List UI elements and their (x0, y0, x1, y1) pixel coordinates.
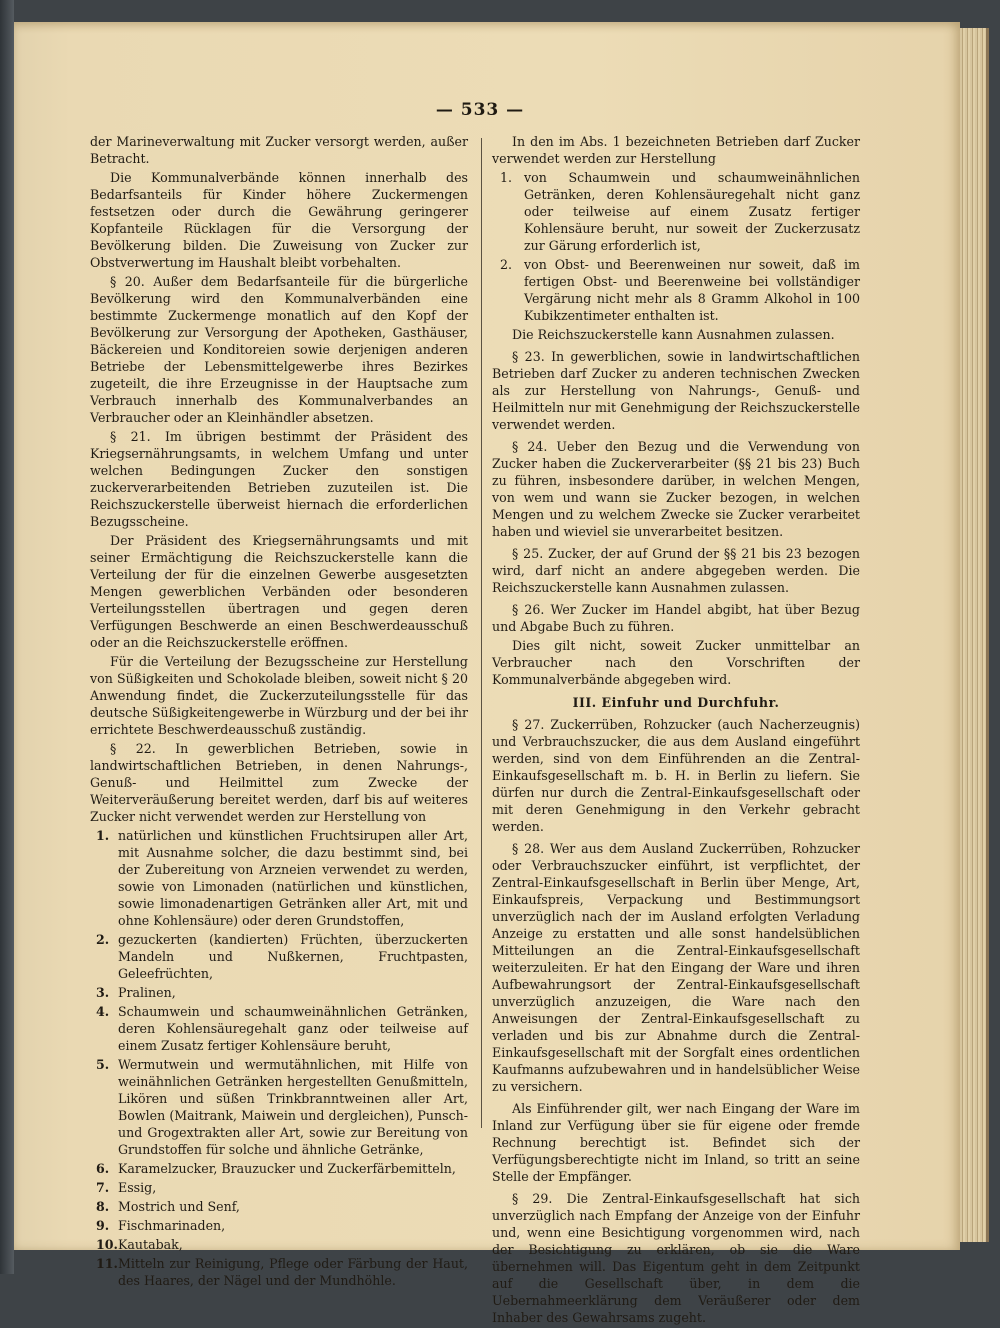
left-column (90, 133, 468, 1291)
list-text: Schaumwein und schaumweinähnlichen Getränken, deren Kohlensäuregehalt ganz oder teilweise auf einem Zusatz fertiger Kohlensäure beruht, (118, 1004, 468, 1053)
list-number: 2. (500, 257, 513, 272)
list-item (96, 1236, 468, 1253)
list-text: Essig, (118, 1180, 157, 1195)
paragraph-section-20: § 20. Außer dem Bedarfsanteile für die bürgerliche Bevölkerung wird den Kommunalverbänden eine bestimmte Zuckermenge monatlich auf den Kopf der Bevölkerung zur Versorgung der Apotheken, Gasthäuser, Bäckereien und Konditoreien sowie derjenigen anderen Betriebe der Lebensmittelgewerbe ihres Bezirkes zugeteilt, die ihre Erzeugnisse in der Hauptsache zum Verbrauch innerhalb des Kommunalverbandes an Verbraucher oder an Kleinhändler absetzen. (90, 274, 468, 425)
paragraph-section-27: § 27. Zuckerrüben, Rohzucker (auch Nacherzeugnis) und Verbrauchszucker, die aus dem Ausland eingeführt werden, sind von dem Einführenden an die Zentral-Einkaufsgesellschaft m. b. H. in Berlin zu liefern. Sie dürfen nur durch die Zentral-Einkaufsgesellschaft oder mit deren Genehmigung in den Verkehr gebracht werden. (492, 717, 860, 834)
paragraph-section-21: § 21. Im übrigen bestimmt der Präsident des Kriegsernährungsamts, in welchem Umfang und unter welchen Bedingungen Zucker den sonstigen zuckerverarbeitenden Betrieben zuzuteilen ist. Die Reichszuckerstelle überweist hiernach die erforderlichen Bezugsscheine. (90, 429, 468, 529)
page-number: — 533 — (435, 100, 525, 120)
book-binding (0, 0, 14, 1274)
paragraph: Die Reichszuckerstelle kann Ausnahmen zulassen. (512, 327, 835, 342)
paragraph-section-25: § 25. Zucker, der auf Grund der §§ 21 bis 23 bezogen wird, darf nicht an andere abgegeben werden. Die Reichszuckerstelle kann Ausnahmen zulassen. (492, 546, 860, 595)
list-item (96, 1217, 468, 1234)
list-item (96, 1179, 468, 1196)
list-item (96, 1056, 468, 1158)
section-heading: III. Einfuhr und Durchfuhr. (572, 695, 780, 710)
list-text: Fischmarinaden, (118, 1218, 226, 1233)
list-number: 1. (96, 828, 110, 843)
paragraph-section-26: § 26. Wer Zucker im Handel abgibt, hat über Bezug und Abgabe Buch zu führen. (492, 602, 860, 634)
paragraph: In den im Abs. 1 bezeichneten Betrieben darf Zucker verwendet werden zur Herstellung (492, 134, 860, 166)
list-item (96, 931, 468, 982)
list-text: Wermutwein und wermutähnlichen, mit Hilfe von weinähnlichen Getränken hergestellten Genußmitteln, Likören und süßen Trinkbranntweinen aller Art, Bowlen (Maitrank, Maiwein und dergleichen), Punsch- und Grogextrakten aller Art, sowie zur Bereitung von Grundstoffen für solche und ähnliche Getränke, (118, 1057, 468, 1157)
list-number: 10. (96, 1237, 118, 1252)
list-text: Pralinen, (118, 985, 176, 1000)
list-item (500, 169, 860, 254)
list-number: 7. (96, 1180, 110, 1195)
list-item (96, 1198, 468, 1215)
list-text: von Schaumwein und schaumweinähnlichen Getränken, deren Kohlensäuregehalt nicht ganz oder teilweise auf einem Zusatz fertiger Kohlensäure beruht, nur soweit der Zuckerzusatz zur Gärung erforderlich ist, (524, 170, 860, 253)
paragraph: Der Präsident des Kriegsernährungsamts und mit seiner Ermächtigung die Reichszuckerstelle kann die Verteilung der für die einzelnen Gewerbe ausgesetzten Mengen gewerblichen Verbänden oder besonderen Verteilungsstellen übertragen und gegen deren Verfügungen Beschwerde an einen Beschwerdeausschuß oder an die Reichszuckerstelle eröffnen. (90, 533, 468, 650)
list-text: gezuckerten (kandierten) Früchten, überzuckerten Mandeln und Nußkernen, Fruchtpasten, Geleefrüchten, (118, 932, 468, 981)
list-item (96, 827, 468, 929)
list-item (96, 1003, 468, 1054)
list-text: Mostrich und Senf, (118, 1199, 240, 1214)
list-text: Mitteln zur Reinigung, Pflege oder Färbung der Haut, des Haares, der Nägel und der Mundhöhle. (118, 1256, 468, 1288)
page-edges (960, 28, 989, 1242)
paragraph-section-28: § 28. Wer aus dem Ausland Zuckerrüben, Rohzucker oder Verbrauchszucker einführt, ist verpflichtet, der Zentral-Einkaufsgesellschaft in Berlin über Menge, Art, Einkaufspreis, Verpackung und Bestimmungsort unverzüglich nach der im Ausland erfolgten Verladung Anzeige zu erstatten und alle sonst handelsüblichen Mitteilungen an die Zentral-Einkaufsgesellschaft weiterzuleiten. Er hat den Eingang der Ware und ihren Aufbewahrungsort der Zentral-Einkaufsgesellschaft unverzüglich anzuzeigen, die Ware nach den Anweisungen der Zentral-Einkaufsgesellschaft zu verladen und bis zur Abnahme durch die Zentral-Einkaufsgesellschaft mit der Sorgfalt eines ordentlichen Kaufmanns aufzubewahren und in handelsüblicher Weise zu versichern. (492, 841, 860, 1094)
list-number: 5. (96, 1057, 110, 1072)
list-number: 2. (96, 932, 110, 947)
paragraph: Die Kommunalverbände können innerhalb des Bedarfsanteils für Kinder höhere Zuckermengen festsetzen oder durch die Gewährung geringerer Kopfanteile Rücklagen für die Versorgung der Bevölkerung bilden. Die Zuweisung von Zucker zur Obstverwertung im Haushalt bleibt vorbehalten. (90, 170, 468, 270)
list-number: 11. (96, 1256, 118, 1271)
paragraph: Dies gilt nicht, soweit Zucker unmittelbar an Verbraucher nach den Vorschriften der Kommunalverbände abgegeben wird. (492, 638, 860, 687)
list-number: 6. (96, 1161, 110, 1176)
list-number: 8. (96, 1199, 110, 1214)
paragraph-section-29: § 29. Die Zentral-Einkaufsgesellschaft hat sich unverzüglich nach Empfang der Anzeige von der Einfuhr und, wenn eine Besichtigung vorgenommen wird, nach der Besichtigung zu erklären, ob sie die Ware übernehmen will. Das Eigentum geht in dem Zeitpunkt auf die Gesellschaft über, in dem die Uebernahmeerklärung dem Veräußerer oder dem Inhaber des Gewahrsams zugeht. (492, 1191, 860, 1325)
list-item (96, 984, 468, 1001)
paragraph-section-24: § 24. Ueber den Bezug und die Verwendung von Zucker haben die Zuckerverarbeiter (§§ 21 bis 23) Buch zu führen, insbesondere darüber, in welchen Mengen, von wem und wann sie Zucker bezogen, in welchen Mengen und zu welchem Zwecke sie Zucker verarbeitet haben und wieviel sie unverarbeitet besitzen. (492, 439, 860, 539)
list-text: Kautabak, (118, 1237, 183, 1252)
list-text: natürlichen und künstlichen Fruchtsirupen aller Art, mit Ausnahme solcher, die dazu bestimmt sind, bei der Zubereitung von Arzneien verwendet zu werden, sowie von Limonaden (natürlichen und künstlichen, sowie limonadenartigen Getränken aller Art, mit und ohne Kohlensäure) oder deren Grundstoffen, (118, 828, 468, 928)
list-item (96, 1160, 468, 1177)
list-item (96, 1255, 468, 1289)
paragraph-section-23: § 23. In gewerblichen, sowie in landwirtschaftlichen Betrieben darf Zucker zu anderen technischen Zwecken als zur Herstellung von Nahrungs-, Genuß- und Heilmitteln nur mit Genehmigung der Reichszuckerstelle verwendet werden. (492, 349, 860, 432)
list-text: von Obst- und Beerenweinen nur soweit, daß im fertigen Obst- und Beerenweine bei vollständiger Vergärung nicht mehr als 8 Gramm Alkohol in 100 Kubikzentimeter enthalten ist. (524, 257, 860, 323)
list-text: Karamelzucker, Brauzucker und Zuckerfärbemitteln, (118, 1161, 456, 1176)
list-number: 3. (96, 985, 110, 1000)
paragraph: der Marineverwaltung mit Zucker versorgt werden, außer Betracht. (90, 134, 468, 166)
list-number: 1. (500, 170, 513, 185)
list-item (500, 256, 860, 324)
list-number: 9. (96, 1218, 110, 1233)
list-number: 4. (96, 1004, 110, 1019)
column-divider (481, 138, 482, 1128)
right-column (492, 133, 860, 1328)
paragraph: Als Einführender gilt, wer nach Eingang der Ware im Inland zur Verfügung über sie für eigene oder fremde Rechnung berechtigt ist. Befindet sich der Verfügungsberechtigte nicht im Inland, so tritt an seine Stelle der Empfänger. (492, 1101, 860, 1184)
paragraph: Für die Verteilung der Bezugsscheine zur Herstellung von Süßigkeiten und Schokolade bleiben, soweit nicht § 20 Anwendung findet, die Zuckerzuteilungsstelle für das deutsche Süßigkeitengewerbe in Würzburg und der bei ihr errichtete Beschwerdeausschuß zuständig. (90, 654, 468, 737)
paragraph-section-22: § 22. In gewerblichen Betrieben, sowie in landwirtschaftlichen Betrieben, in denen Nahrungs-, Genuß- und Heilmittel zum Zwecke der Weiterveräußerung bereitet werden, darf bis auf weiteres Zucker nicht verwendet werden zur Herstellung von (90, 741, 468, 824)
